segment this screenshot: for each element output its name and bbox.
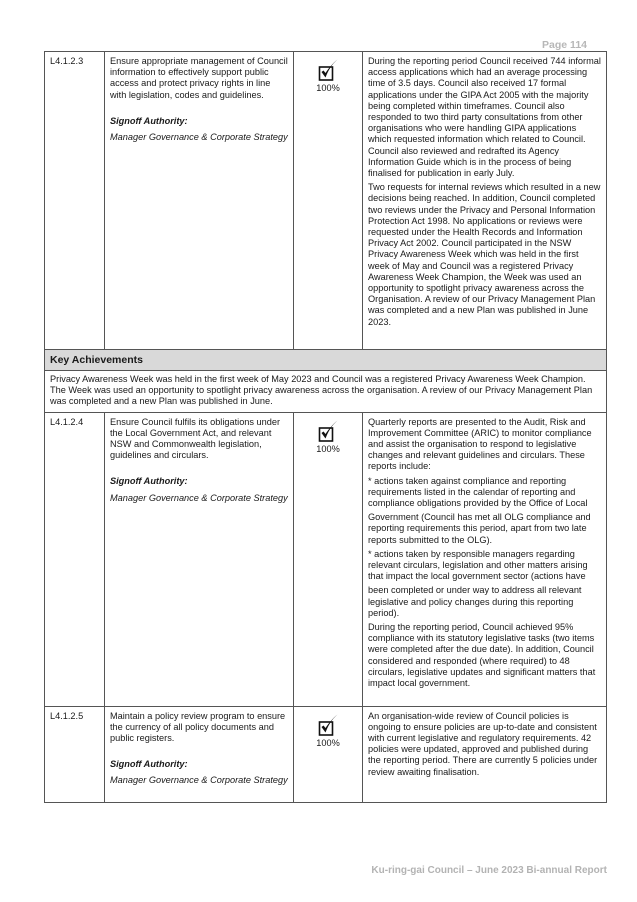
comment-paragraph: been completed or under way to address all relevant legislative and policy changes during this reporting period).: [368, 585, 582, 618]
signoff-authority: Manager Governance & Corporate Strategy: [110, 492, 288, 503]
comment-paragraph: Government (Council has met all OLG compliance and reporting requirements this period, apart from two late reports submitted to the OLG).: [368, 512, 591, 545]
completion-percent: 100%: [316, 83, 340, 93]
action-cell: [105, 412, 294, 706]
comment-paragraph: An organisation-wide review of Council policies is ongoing to ensure policies are up-to-date and consistent with current legislative and regulatory requirements. 42 policies were updated, approved and published during the reporting period. There are currently 5 policies under review awaiting finalisation.: [368, 710, 598, 777]
page-number: Page 114: [542, 39, 587, 51]
completion-percent: 100%: [316, 737, 340, 748]
comments-cell: [363, 706, 607, 802]
checkmark-icon: [316, 419, 340, 443]
checkmark-icon: [316, 713, 340, 737]
signoff-title: Signoff Authority:: [110, 115, 188, 126]
comments-cell: [363, 412, 607, 706]
action-description: Ensure Council fulfils its obligations under the Local Government Act, and relevant NSW and Commonwealth legislation, guidelines and circulars.: [110, 416, 281, 461]
table-row: [45, 52, 607, 350]
signoff-title: Signoff Authority:: [110, 759, 188, 770]
comments-cell: [363, 52, 607, 350]
checkmark-icon: [316, 58, 340, 82]
action-code: L4.1.2.3: [45, 52, 105, 350]
comment-paragraph: Two requests for internal reviews which resulted in a new decisions being reached. In addition, Council completed two reviews under the Privacy and Personal Information Protection Act 1998. No applications or reviews were requested under the Health Records and Information Privacy Act 2002. Council participated in the NSW Privacy Awareness Week which was held in the first week of May and Council was a registered Privacy Awareness Week Champion, the Week was used an opportunity to spotlight privacy awareness across the Organisation. A review of our Privacy Management Plan was completed and a new Plan was published in June 2023.: [368, 182, 601, 327]
action-description: Ensure appropriate management of Council information to effectively support public access and protect privacy rights in line with legislation, codes and guidelines.: [110, 56, 288, 100]
report-table: [44, 51, 607, 803]
action-cell: [105, 52, 294, 350]
table-row: [45, 412, 607, 706]
action-code: L4.1.2.4: [45, 412, 105, 706]
comment-paragraph: During the reporting period, Council achieved 95% compliance with its statutory legislative tasks (two items were completed after the due date). In addition, Council considered and responded (where required) to 48 circulars, legislative updates and significant matters that impact local government.: [368, 622, 596, 689]
comment-paragraph: * actions taken by responsible managers regarding relevant circulars, legislation and other matters arising that impact the local government sector (actions have: [368, 548, 588, 582]
action-description: Maintain a policy review program to ensure the currency of all policy documents and public registers.: [110, 710, 286, 744]
key-achievements-text: Privacy Awareness Week was held in the first week of May 2023 and Council was a registered Privacy Awareness Week Champion. The Week was used an opportunity to spotlight privacy awareness across the organisation. A review of our Privacy Management Plan was completed and a new Plan was published in June.: [45, 371, 607, 413]
action-code: L4.1.2.5: [45, 706, 105, 802]
key-achievements-header-row: [45, 350, 607, 371]
status-cell: [294, 52, 363, 350]
key-achievements-title: Key Achievements: [45, 350, 607, 371]
comment-paragraph: * actions taken against compliance and reporting requirements listed in the calendar of reporting and compliance obligations provided by the Office of Local: [368, 475, 588, 509]
report-footer: Ku-ring-gai Council – June 2023 Bi-annual Report: [371, 865, 607, 876]
signoff-title: Signoff Authority:: [110, 476, 188, 487]
table-row: [45, 706, 607, 802]
action-cell: [105, 706, 294, 802]
status-cell: [294, 412, 363, 706]
completion-percent: 100%: [316, 443, 340, 454]
status-cell: [294, 706, 363, 802]
key-achievements-row: [45, 371, 607, 413]
signoff-authority: Manager Governance & Corporate Strategy: [110, 775, 288, 786]
signoff-authority: Manager Governance & Corporate Strategy: [110, 132, 288, 143]
comment-paragraph: Quarterly reports are presented to the Audit, Risk and Improvement Committee (ARIC) to monitor compliance and assist the organisation to respond to legislative changes and relevant guidelines and circulars. These reports include:: [368, 416, 592, 472]
comment-paragraph: During the reporting period Council received 744 informal access applications which had an average processing time of 3.5 days. Council also received 17 formal applications under the GIPA Act 2005 with the majority being completed within timeframes. Council also responded to two third party consultations from other organisations who were handling GIPA applications which requested information which related to Council. Council also reviewed and redrafted its Agency Information Guide which is in the process of being finalised for publication in early July.: [368, 56, 601, 179]
